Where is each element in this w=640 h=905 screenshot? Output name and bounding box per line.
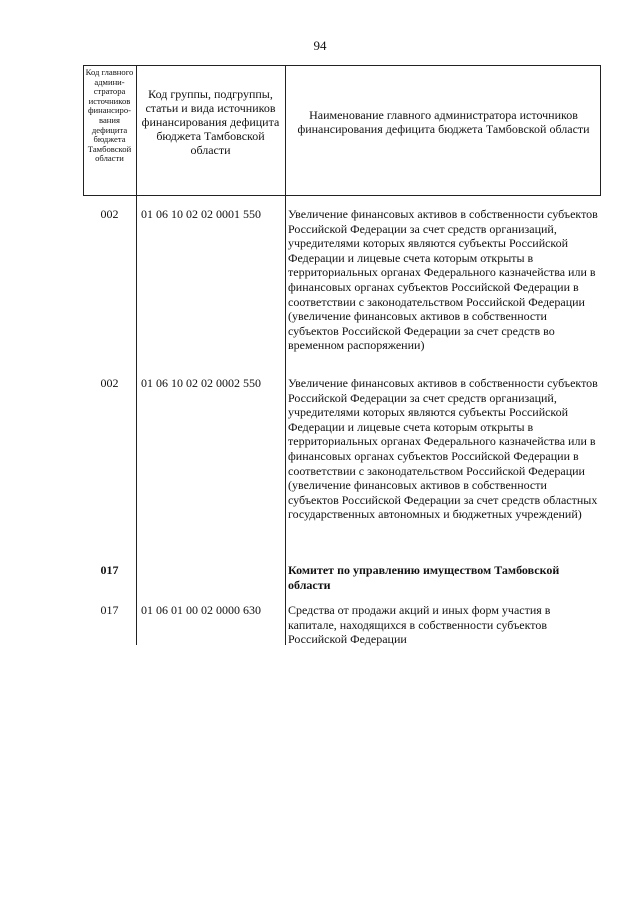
header-administrator-name: Наименование главного администратора источников финансирования дефицита бюджета Тамбовской области xyxy=(297,108,590,136)
column-divider-2 xyxy=(285,65,286,645)
row-2-source-code: 01 06 10 02 02 0002 550 xyxy=(141,376,261,390)
table-top-border xyxy=(83,65,601,66)
row-3-admin-code: 017 xyxy=(100,563,119,577)
header-source-code: Код группы, подгруппы, статьи и вида источников финансирования дефицита бюджета Тамбовской области xyxy=(141,87,280,157)
row-4-name: Средства от продажи акций и иных форм участия в капитале, находящихся в собственности субъектов Российской Федерации xyxy=(288,603,551,647)
row-3-name: Комитет по управлению имуществом Тамбовской области xyxy=(288,563,560,592)
page-number: 94 xyxy=(313,38,327,53)
row-1-source-code: 01 06 10 02 02 0001 550 xyxy=(141,207,261,221)
row-2-name: Увеличение финансовых активов в собственности субъектов Российской Федерации за счет средств организаций, учредителями которых являются субъекты Российской Федерации и лицевые счета которым открыты в территориальных органах Федерального казначейства или в финансовых органах субъектов Российской Федерации в соответствии с законодательством Российской Федерации (увеличение финансовых активов в собственности субъектов Российской Федерации за счет средств областных государственных автономных и бюджетных учреждений) xyxy=(288,376,598,522)
header-bottom-border xyxy=(83,195,601,196)
row-1-name: Увеличение финансовых активов в собственности субъектов Российской Федерации за счет средств организаций, учредителями которых являются субъекты Российской Федерации и лицевые счета которым открыты в территориальных органах Федерального казначейства или в финансовых органах субъектов Российской Федерации в соответствии с законодательством Российской Федерации (увеличение финансовых активов в собственности субъектов Российской Федерации за счет средств во временном распоряжении) xyxy=(288,207,598,353)
row-2-admin-code: 002 xyxy=(100,376,119,390)
header-admin-code: Код главного админи-стратора источников финансиро-вания дефицита бюджета Тамбовской области xyxy=(85,67,134,164)
row-4-admin-code: 017 xyxy=(100,603,119,617)
row-1-admin-code: 002 xyxy=(100,207,119,221)
row-4-source-code: 01 06 01 00 02 0000 630 xyxy=(141,603,261,617)
